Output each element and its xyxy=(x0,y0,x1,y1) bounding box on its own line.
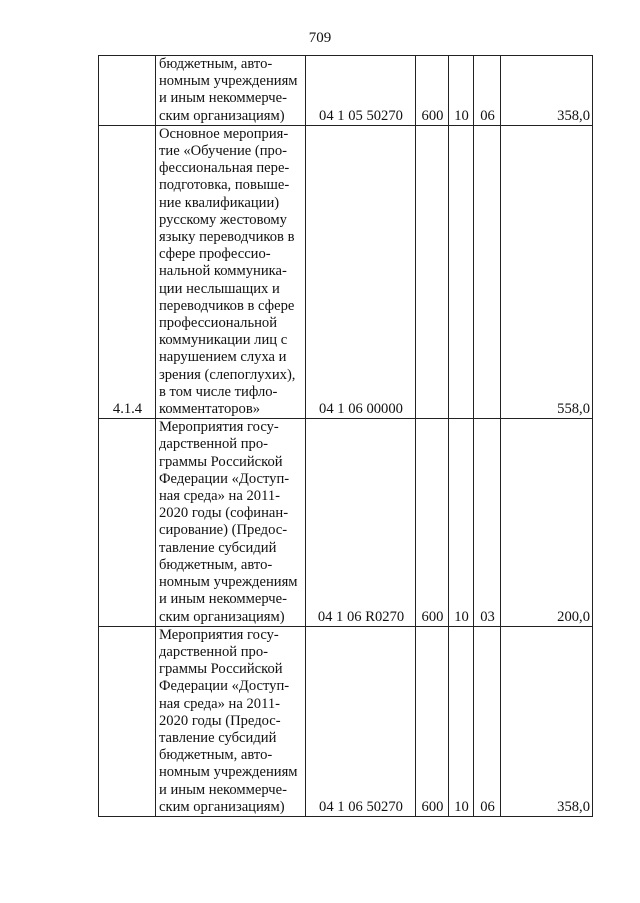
name-line: тавление субсидий xyxy=(159,729,277,746)
name-line: и иным некоммерче- xyxy=(159,591,287,608)
subsection-code: 06 xyxy=(474,56,501,126)
name-line: бюджетным, авто- xyxy=(159,747,273,764)
name-line: Федерации «Доступ- xyxy=(159,470,290,487)
section-code: 10 xyxy=(449,56,474,126)
name-line: сфере профессио- xyxy=(159,246,271,263)
expense-type-code: 600 xyxy=(416,56,449,126)
name-line: номным учреждениям xyxy=(159,574,298,591)
row-number: 4.1.4 xyxy=(99,125,156,418)
name-line: сирование) (Предос- xyxy=(159,522,288,539)
name-line: ским организациям) xyxy=(159,798,285,815)
budget-table xyxy=(98,55,593,817)
name-line: Основное мероприя- xyxy=(159,125,289,142)
amount: 358,0 xyxy=(501,56,593,126)
name-line: ским организациям) xyxy=(159,107,285,124)
target-article-code: 04 1 06 50270 xyxy=(306,626,416,816)
name-line: ским организациям) xyxy=(159,608,285,625)
amount: 558,0 xyxy=(501,125,593,418)
row-name xyxy=(156,626,306,816)
name-line: Мероприятия госу- xyxy=(159,419,279,436)
name-line: 2020 годы (софинан- xyxy=(159,505,289,522)
name-line: ная среда» на 2011- xyxy=(159,488,280,505)
name-line: переводчиков в сфере xyxy=(159,297,295,314)
name-line: подготовка, повыше- xyxy=(159,177,290,194)
name-line: зрения (слепоглухих), xyxy=(159,366,296,383)
name-line: тавление субсидий xyxy=(159,539,277,556)
section-code xyxy=(449,125,474,418)
name-line: граммы Российской xyxy=(159,661,283,678)
table-row xyxy=(99,419,593,626)
name-line: в том числе тифло- xyxy=(159,383,278,400)
expense-type-code: 600 xyxy=(416,626,449,816)
subsection-code: 06 xyxy=(474,626,501,816)
subsection-code: 03 xyxy=(474,419,501,626)
name-line: ции неслышащих и xyxy=(159,280,280,297)
name-line: языку переводчиков в xyxy=(159,229,295,246)
row-number xyxy=(99,56,156,126)
section-code: 10 xyxy=(449,626,474,816)
expense-type-code: 600 xyxy=(416,419,449,626)
name-line: номным учреждениям xyxy=(159,73,298,90)
target-article-code: 04 1 05 50270 xyxy=(306,56,416,126)
table-row xyxy=(99,56,593,126)
name-line: бюджетным, авто- xyxy=(159,556,273,573)
row-name xyxy=(156,125,306,418)
name-line: тие «Обучение (про- xyxy=(159,143,288,160)
amount: 200,0 xyxy=(501,419,593,626)
table-row xyxy=(99,626,593,816)
name-line: ная среда» на 2011- xyxy=(159,695,280,712)
amount: 358,0 xyxy=(501,626,593,816)
name-line: фессиональная пере- xyxy=(159,160,290,177)
table-row xyxy=(99,125,593,418)
name-line: граммы Российской xyxy=(159,453,283,470)
name-line: номным учреждениям xyxy=(159,764,298,781)
name-line: русскому жестовому xyxy=(159,211,287,228)
section-code: 10 xyxy=(449,419,474,626)
name-line: дарственной про- xyxy=(159,436,268,453)
subsection-code xyxy=(474,125,501,418)
name-line: нальной коммуника- xyxy=(159,263,287,280)
name-line: профессиональной xyxy=(159,315,278,332)
target-article-code: 04 1 06 R0270 xyxy=(306,419,416,626)
name-line: бюджетным, авто- xyxy=(159,56,273,72)
name-line: Мероприятия госу- xyxy=(159,626,279,643)
row-number xyxy=(99,626,156,816)
table-body xyxy=(99,56,593,817)
name-line: дарственной про- xyxy=(159,643,268,660)
name-line: и иным некоммерче- xyxy=(159,90,287,107)
row-number xyxy=(99,419,156,626)
name-line: коммуникации лиц с xyxy=(159,332,288,349)
name-line: нарушением слуха и xyxy=(159,349,287,366)
name-line: и иным некоммерче- xyxy=(159,781,287,798)
name-line: комментаторов» xyxy=(159,401,261,418)
name-line: ние квалификации) xyxy=(159,194,280,211)
expense-type-code xyxy=(416,125,449,418)
name-line: 2020 годы (Предос- xyxy=(159,712,281,729)
name-line: Федерации «Доступ- xyxy=(159,678,290,695)
target-article-code: 04 1 06 00000 xyxy=(306,125,416,418)
row-name xyxy=(156,56,306,126)
row-name xyxy=(156,419,306,626)
page-number: 709 xyxy=(308,30,332,46)
